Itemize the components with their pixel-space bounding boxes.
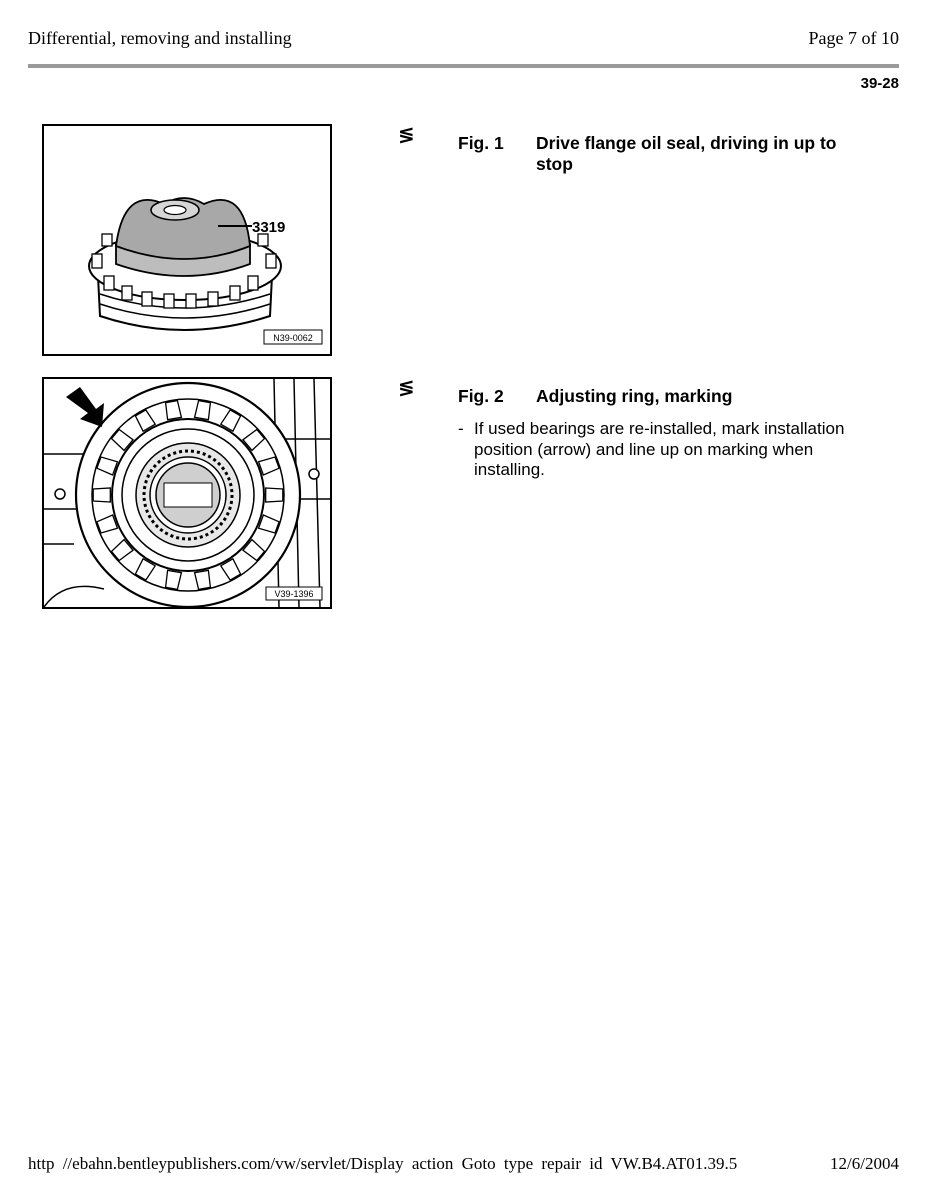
figure-1-caption: Drive flange oil seal, driving in up to stop <box>536 133 837 174</box>
header-divider <box>28 64 899 68</box>
figure-2-caption: Adjusting ring, marking <box>536 386 733 406</box>
step-bullet: - <box>458 419 464 438</box>
figure-2-illustration <box>42 377 332 609</box>
tool-number-label: 3319 <box>252 219 286 236</box>
figure-reference-code: V39-1396 <box>274 589 314 599</box>
instruction-step <box>458 419 888 481</box>
figure-1-illustration <box>42 124 332 356</box>
ring-tooth <box>266 488 283 502</box>
figure-2-number: Fig. 2 <box>458 386 504 406</box>
print-date: 12/6/2004 <box>830 1154 899 1173</box>
document-title: Differential, removing and installing <box>28 28 292 48</box>
page-number: Page 7 of 10 <box>808 28 899 48</box>
figure-pointer-icon: ≶ <box>398 124 415 146</box>
figure-pointer-icon: ≶ <box>398 377 415 399</box>
figure-1-number: Fig. 1 <box>458 133 504 153</box>
source-url: http //ebahn.bentleypublishers.com/vw/servlet/Display action Goto type repair id VW.B4.AT01.39.5 <box>28 1154 738 1173</box>
figure-reference-code: N39-0062 <box>273 333 313 343</box>
section-code: 39-28 <box>860 75 899 92</box>
ring-tooth <box>93 488 110 502</box>
instruction-text: If used bearings are re-installed, mark installation position (arrow) and line up on marking when installing. <box>474 419 845 479</box>
